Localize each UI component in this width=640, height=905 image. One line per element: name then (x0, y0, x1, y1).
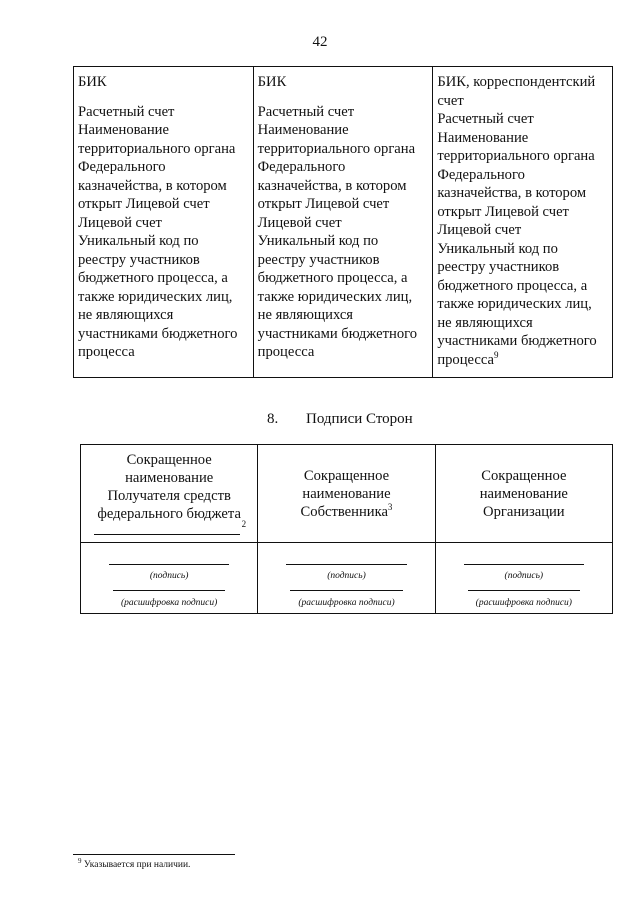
party-heading-line: Организации (483, 503, 565, 520)
footnote (78, 856, 191, 870)
detail-line: Уникальный код по (78, 233, 199, 249)
detail-line: бюджетного процесса, а (437, 277, 588, 294)
detail-line: открыт Лицевой счет (78, 196, 210, 212)
detail-line: процесса (78, 344, 135, 360)
detail-line: также юридических лиц, (257, 288, 413, 305)
name-blank (94, 518, 247, 537)
signature-transcript-line (468, 590, 580, 591)
signature-transcript-line (290, 590, 402, 591)
detail-line: территориального органа (78, 140, 236, 157)
party-heading-line: федерального бюджета (97, 505, 241, 522)
signature-transcript-caption: (расшифровка подписи) (121, 598, 218, 608)
signature-transcript-caption: (расшифровка подписи) (475, 598, 572, 608)
section-number: 8. (267, 411, 279, 427)
party-heading-cell (258, 445, 435, 543)
bank-details-column (253, 67, 433, 378)
detail-line: Расчетный счет (437, 111, 534, 127)
bik-label: БИК (78, 74, 107, 90)
detail-line: Расчетный счет (257, 103, 355, 120)
bik-label-continued: счет (437, 92, 464, 109)
party-heading-line: наименование (125, 469, 214, 486)
party-heading-line: Получателя средств (107, 487, 231, 504)
party-heading-line: наименование (479, 485, 568, 502)
detail-line: бюджетного процесса, а (257, 270, 408, 286)
party-heading-line: Сокращенное (481, 467, 567, 484)
detail-line: также юридических лиц, (437, 296, 592, 312)
bank-details-column (433, 67, 613, 378)
detail-line: открыт Лицевой счет (437, 203, 569, 220)
detail-line: реестру участников (257, 251, 380, 268)
detail-line: казначейства, в котором (78, 177, 227, 194)
detail-line: участниками бюджетного (257, 325, 418, 342)
detail-line: Наименование (257, 122, 349, 138)
detail-line: Федерального (78, 159, 166, 175)
signature-cell (258, 543, 435, 614)
detail-line: процесса (257, 344, 315, 360)
detail-line: Федерального (257, 159, 346, 175)
signature-line (286, 564, 406, 565)
page-number: 42 (312, 34, 328, 50)
name-blank-line (94, 534, 240, 535)
detail-line: открыт Лицевой счет (257, 196, 390, 212)
party-heading-line (258, 503, 434, 521)
detail-line: Федерального (437, 166, 525, 183)
footnote-reference: 9 (493, 349, 499, 360)
detail-line: Наименование (437, 129, 529, 146)
detail-line: не являющихся (78, 307, 174, 323)
detail-line: Лицевой счет (437, 222, 522, 238)
detail-line-last (437, 351, 608, 370)
section-title: Подписи Сторон (306, 411, 413, 427)
bik-label: БИК, корреспондентский (437, 74, 596, 90)
bank-details-column (74, 67, 254, 378)
signature-caption: (подпись) (149, 571, 189, 581)
party-heading-line: Сокращенное (303, 467, 390, 484)
detail-line: реестру участников (437, 259, 560, 275)
signature-transcript-line (113, 590, 225, 591)
signature-caption: (подпись) (327, 571, 366, 581)
bik-label: БИК (257, 74, 287, 90)
detail-line: бюджетного процесса, а (78, 270, 228, 286)
party-heading-cell (81, 445, 258, 543)
detail-line-text: процесса (437, 351, 494, 368)
party-heading-line: Сокращенное (126, 451, 212, 468)
footnote-reference: 3 (387, 501, 393, 512)
detail-line: Наименование (78, 122, 169, 138)
signature-line (109, 564, 229, 565)
detail-line: территориального органа (257, 140, 416, 157)
detail-line: казначейства, в котором (257, 177, 407, 194)
detail-line: Лицевой счет (78, 214, 162, 231)
detail-line: участниками бюджетного (78, 325, 238, 342)
party-heading-text: Собственника (300, 503, 388, 520)
detail-line: не являющихся (257, 307, 354, 323)
detail-line: Расчетный счет (78, 103, 175, 120)
signature-line (464, 564, 584, 565)
detail-line: реестру участников (78, 251, 200, 268)
footnote-mark: 9 (78, 856, 82, 865)
detail-line: территориального органа (437, 148, 595, 164)
party-heading-line: наименование (302, 485, 391, 502)
footnote-separator (73, 854, 235, 855)
signatures-table (80, 444, 613, 614)
detail-line: также юридических лиц, (78, 288, 233, 305)
detail-line: Уникальный код по (437, 240, 558, 257)
signature-caption: (подпись) (504, 571, 544, 581)
footnote-text: Указывается при наличии. (81, 860, 191, 870)
detail-line: не являющихся (437, 314, 533, 331)
detail-line: Уникальный код по (257, 233, 379, 249)
signature-cell (81, 543, 258, 614)
detail-line: Лицевой счет (257, 214, 342, 231)
party-heading-cell (435, 445, 612, 543)
detail-line: участниками бюджетного (437, 333, 597, 349)
detail-line: казначейства, в котором (437, 185, 587, 201)
bank-details-table (73, 66, 613, 378)
signature-cell (435, 543, 612, 614)
footnote-reference: 2 (241, 518, 247, 529)
signature-transcript-caption: (расшифровка подписи) (298, 598, 395, 608)
